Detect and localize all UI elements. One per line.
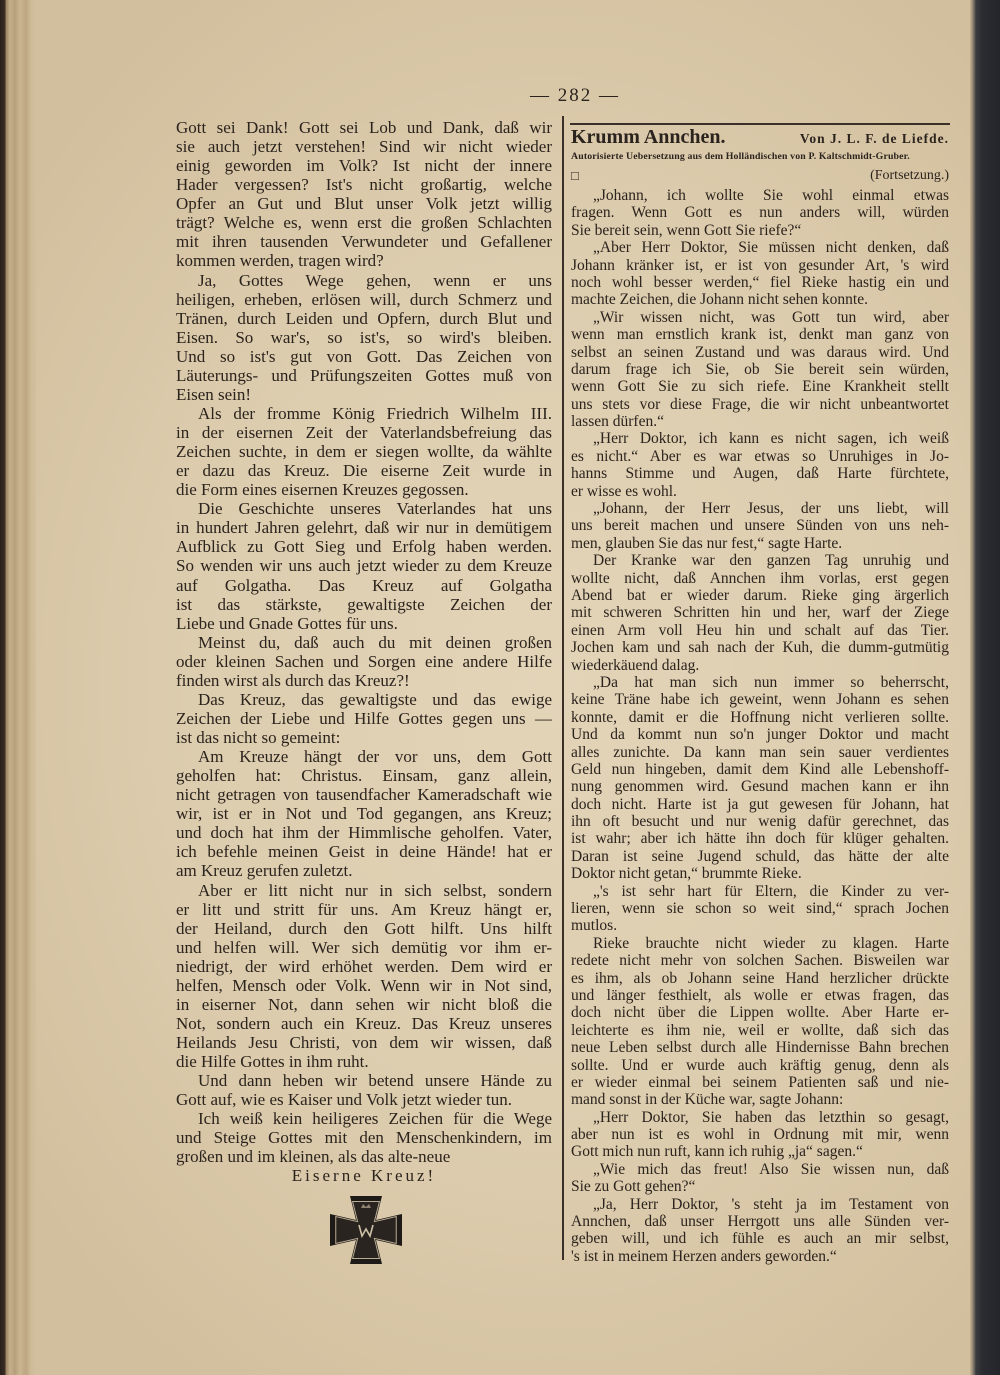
column-divider [562, 116, 564, 1260]
paragraph [571, 309, 949, 431]
text-line: Gott auf, wie es Kaiser und Volk jetzt wieder tun. [176, 1090, 512, 1110]
text-line: Ich weiß kein heiligeres Zeichen für die Wege [198, 1109, 552, 1129]
text-line: Hader vergessen? Ist's nicht großartig, welche [176, 175, 552, 195]
paragraph [571, 1196, 949, 1266]
paragraph [571, 935, 949, 1109]
text-line: Daran ist seine Jugend schuld, das hätte der alte [571, 847, 949, 865]
text-line: lieren, wenn sie schon so weit sind,“ sprach Jochen [571, 900, 949, 918]
text-line: heiligen, erheben, erlösen will, durch Schmerz und [176, 289, 552, 309]
left-column-paragraphs [176, 118, 552, 1166]
text-line: „Johann, ich wollte Sie wohl einmal etwas [593, 187, 949, 204]
text-line: und helfen will. Wer sich demütig vor ihm er- [176, 937, 552, 957]
text-line: alles zunichte. Da kann man sein sauer verdientes [571, 743, 949, 761]
text-line: Jochen kam und sah nach der Kuh, die dumm-gutmütig [571, 639, 949, 657]
text-line: Johann kränker ist, er ist von gesunder Art, 's wird [571, 256, 949, 274]
text-line: geben will, und ich fühle es auch an mir selbst, [571, 1230, 949, 1248]
paragraph [176, 1109, 552, 1166]
text-line: doch nicht über die Lippen wollte. Aber Harte er- [571, 1004, 949, 1022]
text-line: niedrigt, der wird erhöhet werden. Dem wird er [176, 956, 552, 976]
text-line: und länger festhielt, als wolle er etwas fragen, das [571, 986, 949, 1004]
text-line: Zeichen der Liebe und Hilfe Gottes gegen uns — [176, 708, 552, 728]
paragraph [176, 499, 552, 632]
text-line: nicht getragen von tausendfacher Kameradschaft wie [176, 785, 552, 805]
paragraph [176, 633, 552, 690]
text-line: keine Träne habe ich geweint, wenn Johann es sehen [571, 691, 949, 709]
text-line: mit schweren Schritten hin und her, warf der Ziege [571, 604, 949, 622]
text-line: Die Geschichte unseres Vaterlandes hat uns [198, 499, 552, 519]
text-line: Meinst du, daß auch du mit deinen großen [198, 632, 552, 652]
paragraph [176, 404, 552, 499]
text-line: Und dann heben wir betend unsere Hände zu [198, 1071, 552, 1091]
text-line: uns stets vor diese Frage, die wir nicht unbeantwortet [571, 395, 949, 413]
text-line: geholfen hat: Christus. Einsam, ganz allein, [176, 766, 552, 786]
text-line: fragen. Wenn Gott es nun anders will, würden [571, 204, 949, 222]
text-line: Zeichen suchte, in dem er siegen wollte, da wählte [176, 442, 552, 462]
right-column-paragraphs [571, 187, 949, 1265]
paragraph [176, 1071, 552, 1109]
text-line: Not, sondern auch ein Kreuz. Das Kreuz unseres [176, 1013, 552, 1033]
paragraph [176, 690, 552, 747]
text-line: sollte. Und er wurde auch kräftig genug, denn als [571, 1056, 949, 1074]
text-line: selbst an seinen Zustand und was daraus wird. Und [571, 343, 949, 361]
text-line: wenn Gott Sie zu sich riefe. Eine Krankheit stellt [571, 378, 949, 396]
paragraph [176, 881, 552, 1072]
paragraph [176, 271, 552, 404]
text-line: „Da hat man sich nun immer so beherrscht, [593, 673, 949, 691]
iron-cross-illustration [326, 1194, 406, 1266]
text-line: mutlos. [571, 917, 618, 935]
text-line: Aufblick zu Gott Sieg und Erfolg haben werden. [176, 537, 552, 557]
text-line: Als der fromme König Friedrich Wilhelm III. [198, 403, 552, 423]
text-line: der Heiland, durch den Gott hilft. Uns hilft [176, 918, 552, 938]
story-title-row [571, 126, 949, 148]
text-line: machte Zeichen, die Johann nicht sehen konnte. [571, 291, 868, 309]
story-header [571, 126, 949, 185]
text-line: Eisen. So war's, so ist's, so wird's bleiben. [176, 327, 552, 347]
text-line: Ja, Gottes Wege gehen, wenn er uns [198, 270, 552, 290]
page-number: — 282 — [530, 85, 620, 106]
text-line: ihn oft besucht und nur wenig dafür gerechnet, das [571, 813, 949, 831]
text-line: am Kreuz gerufen zuletzt. [176, 861, 353, 881]
text-line: leichterte es ihm nie, weil er wollte, daß sich das [571, 1021, 949, 1039]
paragraph [571, 1161, 949, 1196]
square-marker-icon: □ [571, 168, 579, 183]
text-line: oder kleinen Sachen und Sorgen eine andere Hilfe [176, 651, 552, 671]
closing-line: Eiserne Kreuz! [291, 1166, 437, 1186]
text-line: einen Arm voll Heu hin und schalt auf das Tier. [571, 621, 949, 639]
paragraph [571, 1109, 949, 1161]
continuation-label: (Fortsetzung.) [870, 168, 949, 183]
text-line: Tränen, durch Leiden und Opfern, durch Blut und [176, 308, 552, 328]
text-line: Das Kreuz, das gewaltigste und das ewige [198, 689, 552, 709]
paragraph [571, 187, 949, 239]
text-line: sie auch jetzt verstehen! Sind wir nicht wieder [176, 137, 552, 157]
text-line: „Herr Doktor, ich kann es nicht sagen, ich weiß [593, 430, 949, 448]
story-author: Von J. L. F. de Liefde. [799, 131, 949, 146]
paragraph [571, 552, 949, 674]
text-line: Rieke brauchte nicht wieder zu klagen. Harte [593, 934, 949, 952]
text-line: wir, ist er in Not und Tod gegangen, ans Kreuz; [176, 804, 552, 824]
text-line: er litt und stritt für uns. Am Kreuz hängt er, [176, 899, 552, 919]
text-line: Und so ist's gut von Gott. Das Zeichen von [176, 346, 552, 366]
text-line: „Wir wissen nicht, was Gott tun wird, aber [593, 308, 949, 326]
text-line: Aber er litt nicht nur in sich selbst, sondern [198, 880, 552, 900]
paragraph [176, 118, 552, 271]
text-line: Annchen, daß unser Herrgott uns alle Sünden ver- [571, 1213, 949, 1231]
text-line: die Form eines eisernen Kreuzes gegossen. [176, 480, 469, 500]
text-line: wiederkäuend dalag. [571, 656, 700, 674]
text-line: helfen, Mensch oder Volk. Wenn wir in Not sind, [176, 975, 552, 995]
text-line: ist wahr; aber ich hätte ihn doch für klüger gehalten. [571, 830, 949, 848]
text-line: Gott sei Dank! Gott sei Lob und Dank, daß wir [176, 118, 552, 137]
text-line: darum frage ich Sie, ob Sie bereit sein würden, [571, 360, 949, 378]
text-line: wollte nicht, daß Annchen ihm vorlas, erst gegen [571, 569, 949, 587]
text-line: Sie bereit sein, wenn Gott Sie riefe?“ [571, 221, 802, 239]
text-line: es ihm, als ob Johann seine Hand herzlicher drückte [571, 969, 949, 987]
text-line: konnte, damit er die Hoffnung nicht verlieren sollte. [571, 708, 949, 726]
text-line: „Herr Doktor, Sie haben das letzthin so gesagt, [593, 1108, 949, 1126]
book-cover-edge [970, 0, 1000, 1375]
text-line: noch wohl besser werden,“ fiel Rieke hastig ein und [571, 273, 949, 291]
text-line: Opfer an Gut und Blut unser Volk jetzt willig [176, 194, 552, 214]
text-line: Der Kranke war den ganzen Tag unruhig und [593, 552, 949, 570]
text-line: hanns Stimme und Augen, daß Harte fürchtete, [571, 465, 949, 483]
text-line: er wieder einmal bei seinem Patienten saß und nie- [571, 1073, 949, 1091]
text-line: uns bereit machen und unsere Sünden von uns neh- [571, 517, 949, 535]
text-line: in der eisernen Zeit der Vaterlandsbefreiung das [176, 423, 552, 442]
story-continuation-row [571, 167, 949, 185]
text-line: kommen werden, tragen wird? [176, 251, 384, 271]
text-line: „Ja, Herr Doktor, 's steht ja im Testament von [593, 1195, 949, 1213]
text-line: neue Leben selbst durch alle Hindernisse Bahn brechen [571, 1039, 949, 1057]
text-line: Doktor nicht getan,“ brummte Rieke. [571, 865, 802, 883]
text-line: Heilands Jesu Christi, von dem wir wissen, daß [176, 1033, 552, 1052]
text-line: „'s ist sehr hart für Eltern, die Kinder zu ver- [593, 882, 949, 900]
text-line: Eisen sein! [176, 384, 252, 404]
text-line: ist das nicht so gemeint: [176, 728, 341, 747]
text-line: Gott mich nun ruft, kann ich ruhig „ja“ sagen.“ [571, 1143, 863, 1161]
right-column-story [571, 187, 949, 1265]
text-line: er dazu das Kreuz. Die eiserne Zeit wurde in [176, 461, 552, 481]
text-line: „Johann, der Herr Jesus, der uns liebt, will [593, 500, 949, 518]
text-line: es nicht.“ Aber es war etwas so Unruhiges in Jo- [571, 447, 949, 465]
text-line: in hundert Jahren gelehrt, daß wir nur in demütigem [176, 518, 552, 538]
text-line: nung genommen wird. Gesund machen kann er ihn [571, 778, 949, 796]
text-line: in eiserner Not, dann sehen wir nicht bloß die [176, 994, 552, 1014]
text-line: die Hilfe Gottes in ihm ruht. [176, 1052, 369, 1072]
text-line: wenn man ernstlich krank ist, denkt man ganz von [571, 326, 949, 344]
text-line: men, glauben Sie das nur fest,“ sagte Harte. [571, 534, 843, 552]
text-line: So wenden wir uns auch jetzt wieder zu dem Kreuze [176, 556, 552, 576]
paragraph [571, 239, 949, 309]
story-title: Krumm Annchen. [571, 126, 726, 148]
text-line: und Steige Gottes mit den Menschenkindern, im [176, 1128, 552, 1148]
text-line: redete nicht mehr von solchen Sachen. Bisweilen war [571, 952, 949, 970]
paragraph [571, 883, 949, 935]
left-column-article [176, 118, 552, 1186]
text-line: ich befehle meinen Geist in deine Hände! hat er [176, 842, 552, 862]
text-line: großen und im kleinen, als das alte-neue [176, 1147, 451, 1167]
paragraph [571, 430, 949, 500]
text-line: Geld nun hingeben, damit dem Kind alle Lebenshoff- [571, 760, 949, 778]
paragraph [571, 674, 949, 883]
text-line: finden wirst als durch das Kreuz?! [176, 670, 410, 690]
text-line: „Aber Herr Doktor, Sie müssen nicht denken, daß [593, 239, 949, 257]
text-line: aber nun ist es wohl in Ordnung mit mir, wenn [571, 1126, 949, 1144]
text-line: „Wie mich das freut! Also Sie wissen nun, daß [593, 1160, 949, 1178]
book-spine-edge [0, 0, 36, 1375]
paragraph [176, 747, 552, 880]
text-line: doch nicht. Harte ist ja gut gewesen für Johann, hat [571, 795, 949, 813]
text-line: Abend bat er wieder darum. Rieke ging ärgerlich [571, 586, 949, 604]
text-line: Läuterungs- und Prüfungszeiten Gottes muß von [176, 365, 552, 385]
text-line: mand sonst in der Küche war, sagte Johann: [571, 1091, 844, 1109]
text-line: einig geworden im Volk? Ist nicht der innere [176, 156, 552, 176]
text-line: Liebe und Gnade Gottes für uns. [176, 613, 398, 633]
text-line: auf Golgatha. Das Kreuz auf Golgatha [176, 575, 552, 595]
text-line: Sie zu Gott gehen?“ [571, 1178, 696, 1196]
paragraph [571, 500, 949, 552]
story-translation-note: Autorisierte Uebersetzung aus dem Holländischen von P. Kaltschmidt-Gruber. [571, 151, 910, 162]
text-line: er wisse es wohl. [571, 482, 677, 500]
text-line: trägt? Welche es, wenn erst die großen Schlachten [176, 213, 552, 233]
text-line: ist das stärkste, gewaltigste Zeichen der [176, 594, 552, 614]
text-line: Und da kommt nun so'n junger Doktor und macht [571, 726, 949, 744]
text-line: 's ist in meinem Herzen anders geworden.“ [571, 1247, 837, 1265]
text-line: und doch hat ihm der Himmlische geholfen. Vater, [176, 823, 552, 843]
text-line: mit ihren tausenden Verwundeter und Gefallener [176, 232, 552, 252]
text-line: lassen dürfen.“ [571, 413, 664, 431]
story-header-rule [570, 123, 950, 125]
text-line: Am Kreuze hängt der vor uns, dem Gott [198, 747, 552, 767]
